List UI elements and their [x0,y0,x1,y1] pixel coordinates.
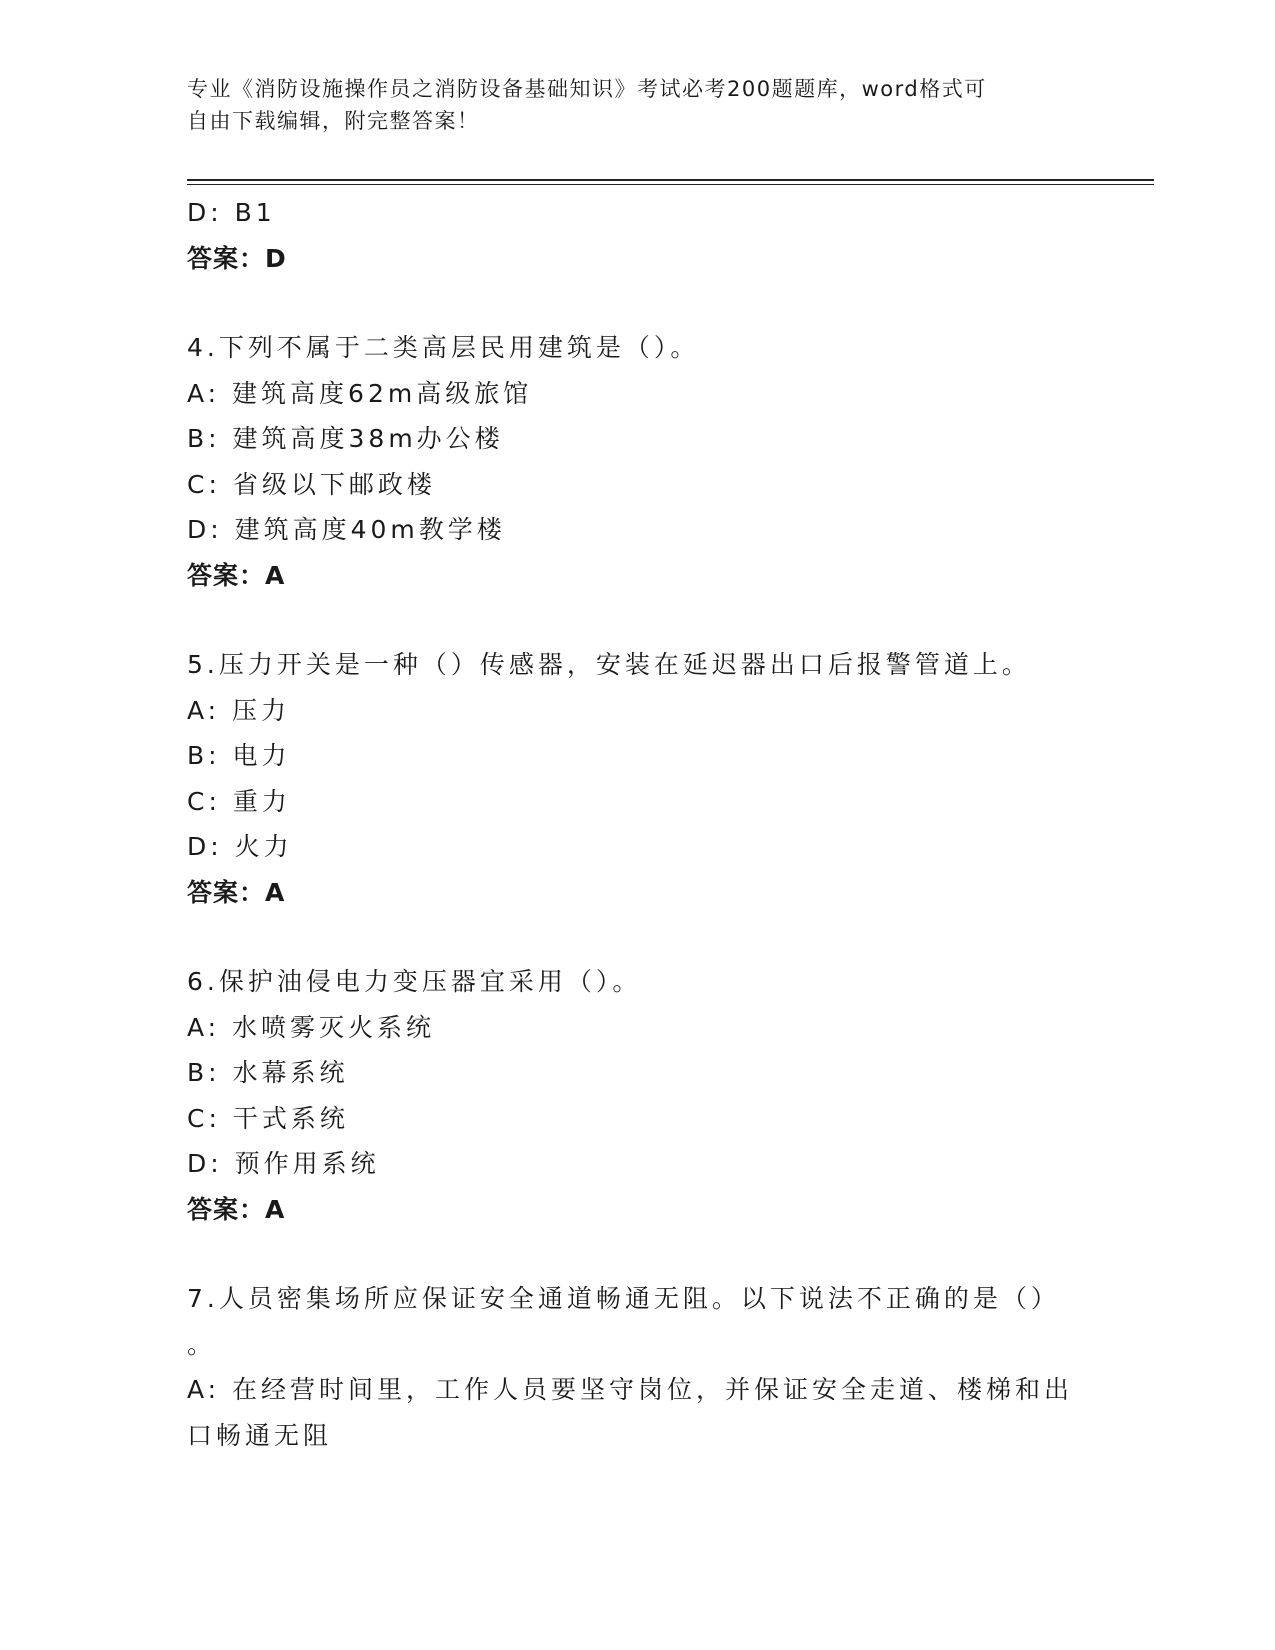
option-a: A: 水喷雾灭火系统 [187,1012,436,1042]
question-5 [187,642,1067,915]
option-c: C: 重力 [187,786,291,816]
spacer [187,1232,1067,1276]
header-line-1: 专业《消防设施操作员之消防设备基础知识》考试必考200题题库，word格式可 [187,77,987,101]
question-text: 6.保护油侵电力变压器宜采用（）。 [187,967,642,996]
question-text-line-1: 7.人员密集场所应保证安全通道畅通无阻。以下说法不正确的是（） [187,1284,1060,1313]
option-a-line-2: 口畅通无阻 [187,1420,333,1450]
question-7 [187,1276,1074,1458]
previous-question-tail [187,190,1067,281]
spacer [187,915,1067,959]
option-a: A: 压力 [187,695,291,725]
answer-label: 答案：A [187,560,286,590]
header-divider-thin [187,184,1154,185]
option-c: C: 省级以下邮政楼 [187,469,436,499]
header-line-2: 自由下载编辑，附完整答案！ [187,109,480,133]
option-d: D: 火力 [187,832,293,861]
option-a-line-1: A: 在经营时间里，工作人员要坚守岗位，并保证安全走道、楼梯和出 [187,1375,1074,1404]
answer-label: 答案：D [187,243,287,273]
question-4 [187,325,1067,598]
document-header [187,73,1067,137]
option-c: C: 干式系统 [187,1103,349,1133]
option-b: B: 水幕系统 [187,1058,349,1087]
header-divider-thick [187,179,1154,181]
answer-label: 答案：A [187,877,286,907]
option-b: B: 建筑高度38m办公楼 [187,424,504,453]
answer-label: 答案：A [187,1194,286,1224]
option-d: D: 预作用系统 [187,1149,380,1178]
option-b: B: 电力 [187,741,291,770]
question-text-line-2: 。 [187,1329,217,1359]
question-content [187,190,1074,1458]
option-d: D: B1 [187,198,276,227]
spacer [187,281,1067,325]
question-6 [187,959,1067,1232]
option-d: D: 建筑高度40m教学楼 [187,515,506,544]
option-a: A: 建筑高度62m高级旅馆 [187,378,533,408]
spacer [187,598,1067,642]
question-text: 4.下列不属于二类高层民用建筑是（）。 [187,333,700,362]
question-text: 5.压力开关是一种（）传感器，安装在延迟器出口后报警管道上。 [187,650,1031,679]
